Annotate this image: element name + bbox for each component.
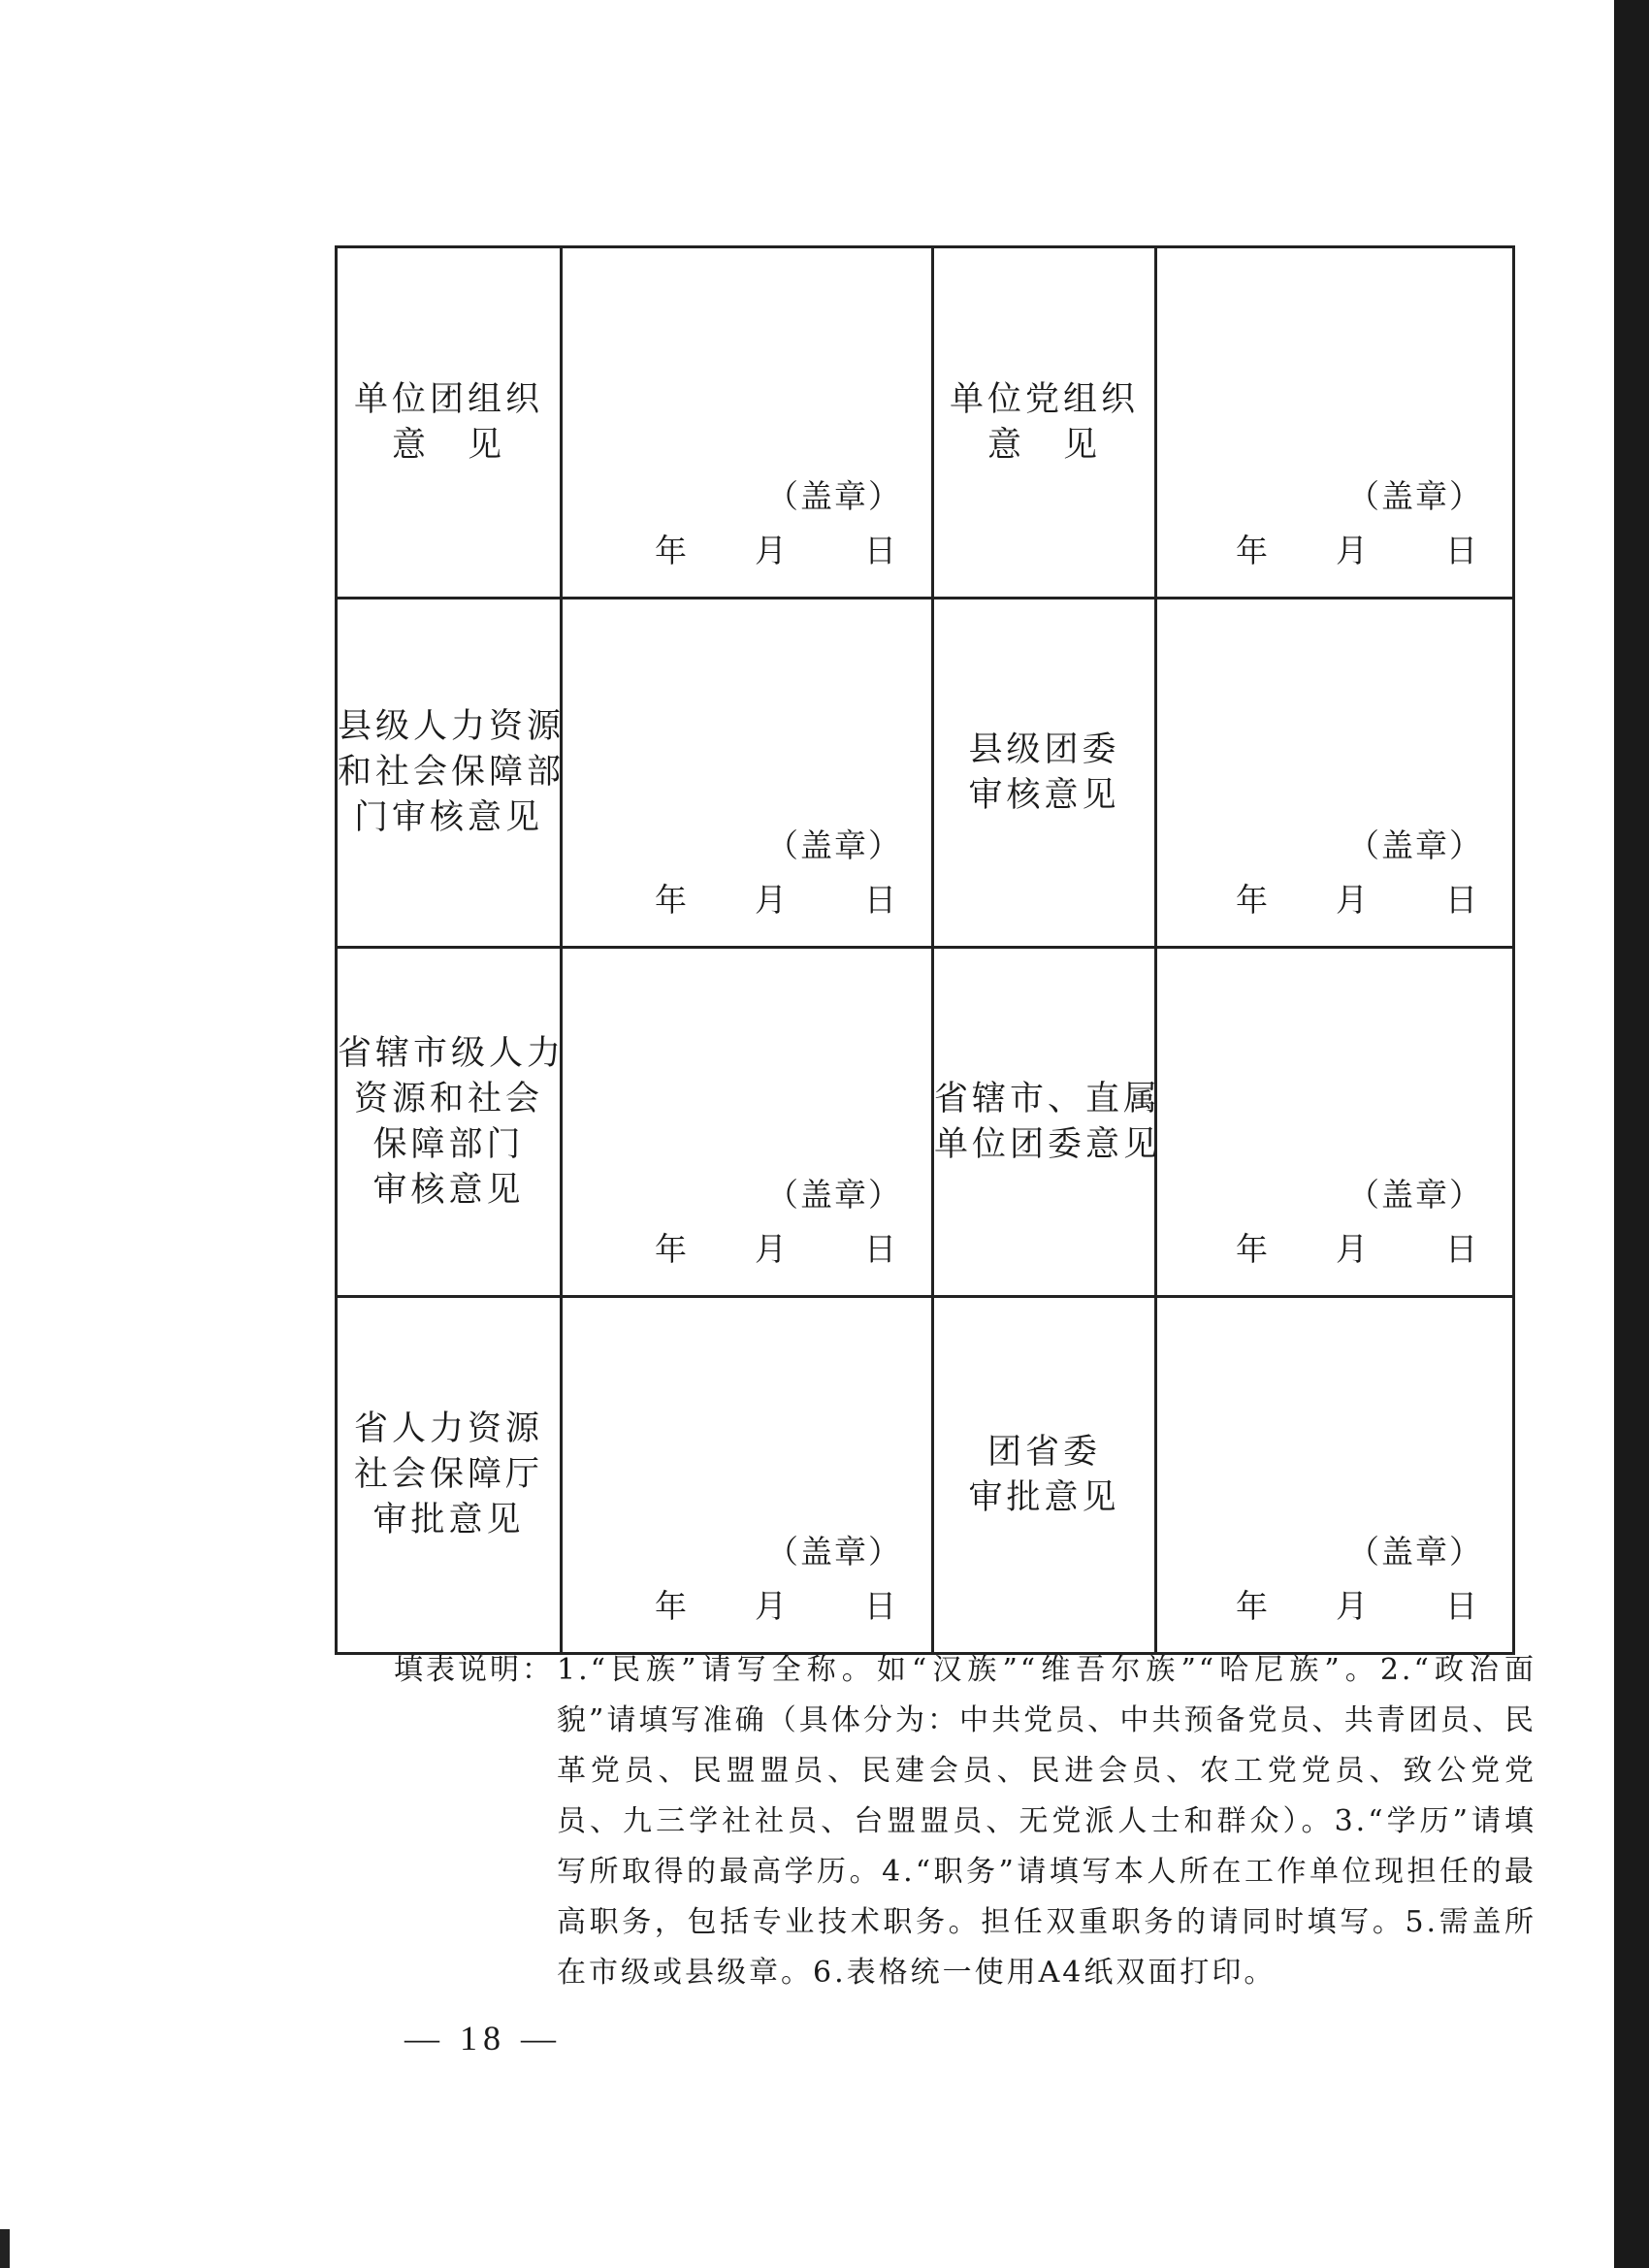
page-number: — 18 — [404, 2019, 562, 2057]
seal-label: （盖章） [1347, 1533, 1483, 1571]
date-line: 年 月 日 [1236, 532, 1477, 569]
opinion-field[interactable] [562, 599, 933, 948]
opinion-field[interactable] [562, 247, 933, 599]
row-label-cell [337, 599, 566, 948]
seal-label: （盖章） [1347, 1176, 1483, 1214]
form-row [337, 247, 1514, 599]
opinion-field[interactable] [1156, 1297, 1514, 1654]
form-row [337, 948, 1514, 1297]
instructions-title: 填表说明： [394, 1653, 554, 1687]
opinion-field[interactable] [1156, 247, 1514, 599]
seal-label: （盖章） [766, 1533, 902, 1571]
row-label-cell [337, 247, 562, 599]
seal-label: （盖章） [766, 826, 902, 864]
seal-label: （盖章） [1347, 477, 1483, 515]
approval-form-table [335, 245, 1515, 1655]
form-row [337, 1297, 1514, 1654]
row-label: 单位团组织 意 见 [353, 379, 543, 465]
date-line: 年 月 日 [1236, 881, 1477, 919]
row-label-cell [337, 948, 566, 1297]
seal-label: （盖章） [766, 1176, 902, 1214]
date-line: 年 月 日 [655, 881, 896, 919]
opinion-field[interactable] [1156, 599, 1514, 948]
opinion-field[interactable] [1156, 948, 1514, 1297]
row-label-cell [933, 948, 1162, 1297]
date-line: 年 月 日 [655, 1587, 896, 1625]
row-label: 省辖市、直属 单位团委意见 [934, 1079, 1162, 1164]
scan-mark [0, 2229, 10, 2268]
date-line: 年 月 日 [1236, 1587, 1477, 1625]
row-label-cell [933, 247, 1156, 599]
seal-label: （盖章） [1347, 826, 1483, 864]
row-label-cell [933, 1297, 1156, 1654]
seal-label: （盖章） [766, 477, 902, 515]
opinion-field[interactable] [562, 948, 933, 1297]
row-label-cell [933, 599, 1156, 948]
date-line: 年 月 日 [655, 532, 896, 569]
row-label: 县级人力资源 和社会保障部 门审核意见 [338, 707, 566, 837]
scan-edge [1614, 0, 1649, 2268]
form-row [337, 599, 1514, 948]
opinion-field[interactable] [562, 1297, 933, 1654]
row-label: 县级团委 审核意见 [968, 729, 1120, 815]
row-label: 省辖市级人力 资源和社会 保障部门 审核意见 [338, 1033, 566, 1210]
row-label: 省人力资源 社会保障厅 审批意见 [353, 1409, 543, 1539]
date-line: 年 月 日 [655, 1230, 896, 1268]
row-label: 团省委 审批意见 [968, 1432, 1120, 1517]
date-line: 年 月 日 [1236, 1230, 1477, 1268]
row-label-cell [337, 1297, 562, 1654]
row-label: 单位党组织 意 见 [949, 379, 1139, 465]
instructions-body: 1.“民族”请写全称。如“汉族”“维吾尔族”“哈尼族”。2.“政治面貌”请填写准确（具体分为：中共党员、中共预备党员、共青团员、民革党员、民盟盟员、民建会员、民进会员、农工党党员、致公党党员、九三学社社员、台盟盟员、无党派人士和群众）。3.“学历”请填写所取得的最高学历。4.“职务”请填写本人所在工作单位现担任的最高职务，包括专业技术职务。担任双重职务的请同时填写。5.需盖所在市级或县级章。6.表格统一使用A4纸双面打印。 [557, 1653, 1536, 1990]
